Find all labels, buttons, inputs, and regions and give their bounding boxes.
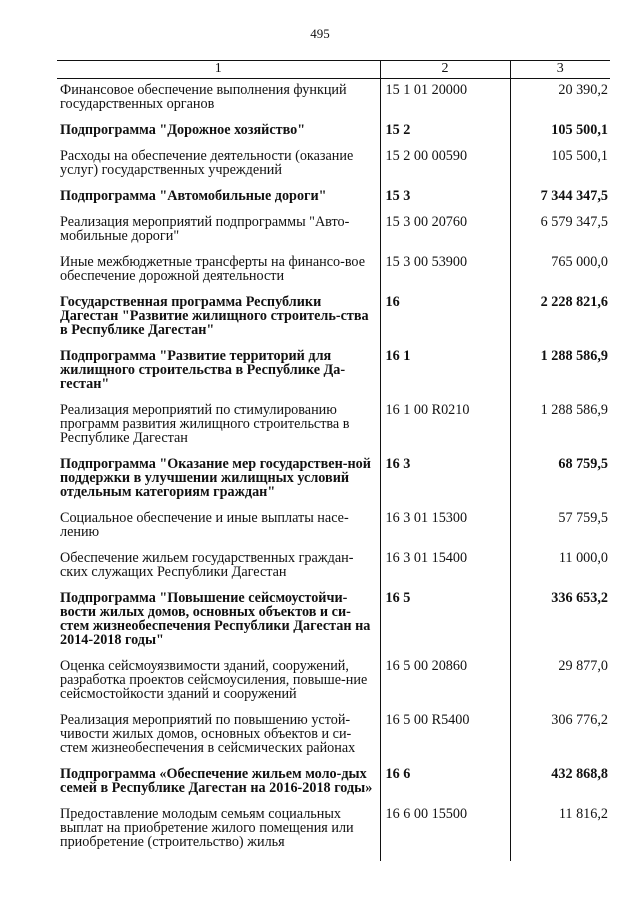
row-name-cell: Государственная программа Республики Дагестан "Развитие жилищного строитель-ства в Республике Дагестан" (60, 294, 369, 338)
row-amount-cell: 57 759,5 (510, 511, 610, 551)
row-name-cell: Социальное обеспечение и иные выплаты насе-лению (60, 510, 349, 540)
table-row (57, 551, 610, 591)
table-row (57, 189, 610, 215)
table-row (57, 295, 610, 349)
row-name-cell: Подпрограмма «Обеспечение жильем моло-дых семей в Республике Дагестан на 2016-2018 годы» (60, 766, 373, 796)
table-row (57, 713, 610, 767)
row-amount-cell: 1 288 586,9 (510, 349, 610, 403)
table-body (57, 79, 610, 862)
row-name-cell: Подпрограмма "Развитие территорий для жилищного строительства в Республике Да-гестан" (60, 348, 346, 392)
row-code-cell: 15 3 00 20760 (380, 215, 510, 255)
table-row (57, 255, 610, 295)
row-name-cell: Расходы на обеспечение деятельности (оказание услуг) государственных учреждений (60, 148, 354, 178)
row-amount-cell: 29 877,0 (510, 659, 610, 713)
row-code-cell: 16 1 00 R0210 (380, 403, 510, 457)
table-row (57, 457, 610, 511)
table-row (57, 403, 610, 457)
budget-table (57, 60, 610, 861)
row-code-cell: 16 (380, 295, 510, 349)
table-row (57, 807, 610, 861)
row-amount-cell: 306 776,2 (510, 713, 610, 767)
row-amount-cell: 11 816,2 (510, 807, 610, 861)
row-name-cell: Обеспечение жильем государственных граждан-ских служащих Республики Дагестан (60, 550, 354, 580)
row-name-cell: Финансовое обеспечение выполнения функций государственных органов (60, 82, 347, 112)
row-code-cell: 16 6 00 15500 (380, 807, 510, 861)
row-amount-cell: 11 000,0 (510, 551, 610, 591)
row-name-cell: Подпрограмма "Повышение сейсмоустойчи-вости жилых домов, основных объектов и си-стем жизнеобеспечения Республики Дагестан на 2014-2018 годы" (60, 590, 371, 648)
row-code-cell: 16 3 (380, 457, 510, 511)
row-amount-cell: 765 000,0 (510, 255, 610, 295)
row-code-cell: 16 1 (380, 349, 510, 403)
row-code-cell: 16 6 (380, 767, 510, 807)
table-row (57, 79, 610, 124)
row-amount-cell: 432 868,8 (510, 767, 610, 807)
row-amount-cell: 20 390,2 (510, 79, 610, 124)
row-code-cell: 16 3 01 15300 (380, 511, 510, 551)
row-amount-cell: 1 288 586,9 (510, 403, 610, 457)
row-name-cell: Реализация мероприятий подпрограммы "Авто-мобильные дороги" (60, 214, 350, 244)
table-row (57, 511, 610, 551)
row-code-cell: 16 5 00 20860 (380, 659, 510, 713)
table-row (57, 659, 610, 713)
row-amount-cell: 6 579 347,5 (510, 215, 610, 255)
row-code-cell: 16 5 (380, 591, 510, 659)
row-code-cell: 15 1 01 20000 (380, 79, 510, 124)
row-name-cell: Подпрограмма "Автомобильные дороги" (60, 188, 327, 204)
row-code-cell: 15 3 (380, 189, 510, 215)
row-code-cell: 16 5 00 R5400 (380, 713, 510, 767)
table-row (57, 767, 610, 807)
table-row (57, 215, 610, 255)
column-header-2: 2 (380, 61, 510, 79)
row-amount-cell: 7 344 347,5 (510, 189, 610, 215)
table-row (57, 591, 610, 659)
column-header-1: 1 (57, 61, 380, 79)
column-header-3: 3 (510, 61, 610, 79)
table-header-row (57, 61, 610, 79)
row-amount-cell: 105 500,1 (510, 123, 610, 149)
row-amount-cell: 2 228 821,6 (510, 295, 610, 349)
row-code-cell: 15 3 00 53900 (380, 255, 510, 295)
table-row (57, 123, 610, 149)
row-name-cell: Иные межбюджетные трансферты на финансо-вое обеспечение дорожной деятельности (60, 254, 365, 284)
row-name-cell: Подпрограмма "Дорожное хозяйство" (60, 122, 306, 138)
row-name-cell: Предоставление молодым семьям социальных выплат на приобретение жилого помещения или приобретение (строительство) жилья (60, 806, 354, 850)
row-name-cell: Реализация мероприятий по повышению устой-чивости жилых домов, основных объектов и си-стем жизнеобеспечения в сейсмических районах (60, 712, 356, 756)
row-amount-cell: 336 653,2 (510, 591, 610, 659)
row-name-cell: Реализация мероприятий по стимулированию программ развития жилищного строительства в Республике Дагестан (60, 402, 350, 446)
page-number: 495 (310, 26, 330, 41)
table-row (57, 349, 610, 403)
table-row (57, 149, 610, 189)
row-code-cell: 15 2 00 00590 (380, 149, 510, 189)
row-name-cell: Подпрограмма "Оказание мер государствен-ной поддержки в улучшении жилищных условий отдельным категориям граждан" (60, 456, 371, 500)
row-code-cell: 16 3 01 15400 (380, 551, 510, 591)
row-code-cell: 15 2 (380, 123, 510, 149)
row-amount-cell: 105 500,1 (510, 149, 610, 189)
row-name-cell: Оценка сейсмоуязвимости зданий, сооружений, разработка проектов сейсмоусиления, повыше-ние сейсмостойкости зданий и сооружений (60, 658, 368, 702)
row-amount-cell: 68 759,5 (510, 457, 610, 511)
